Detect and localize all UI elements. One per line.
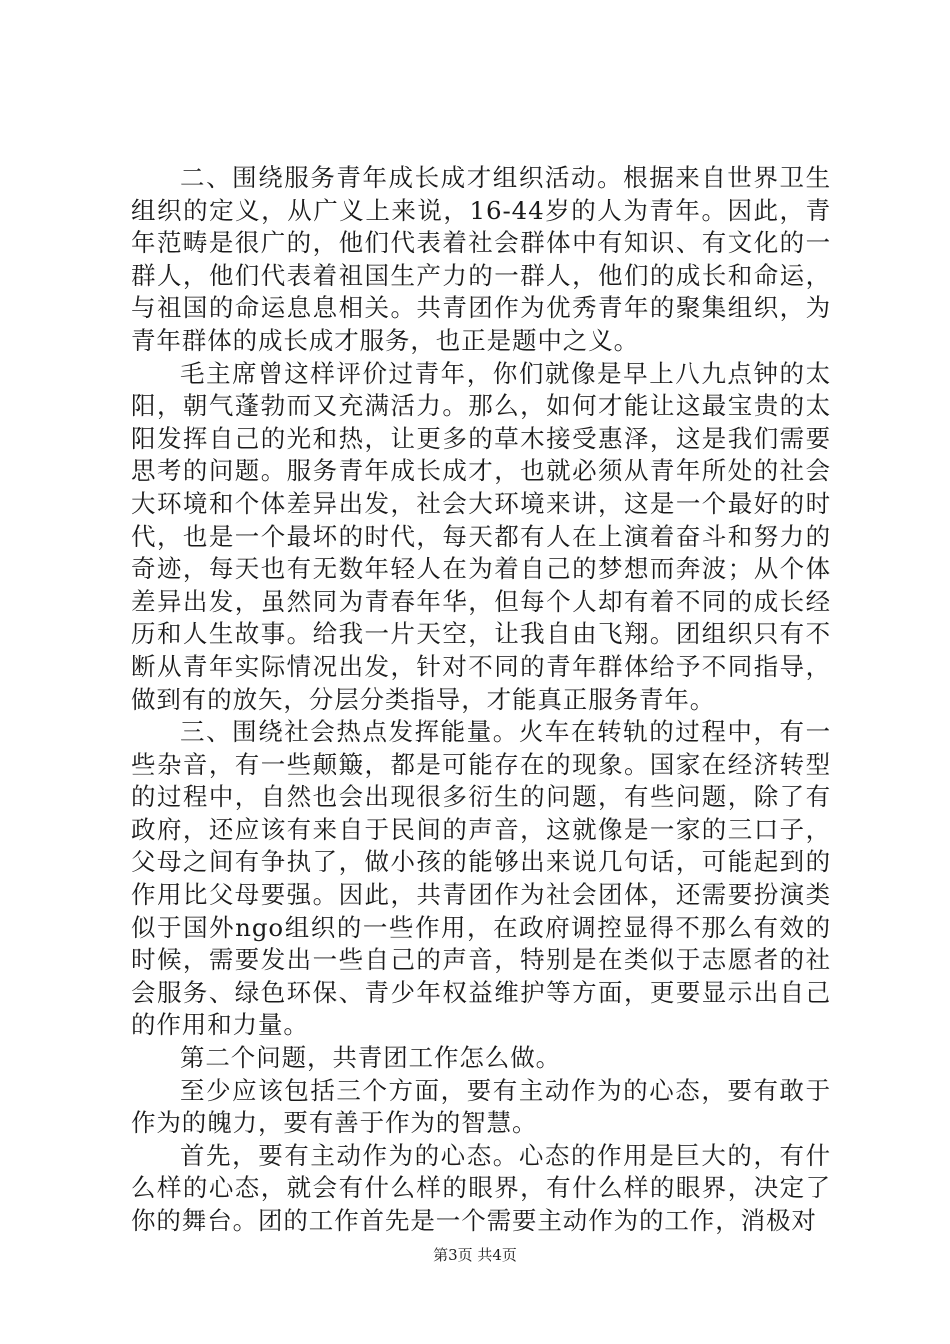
paragraph-second-question: 第二个问题，共青团工作怎么做。 [180,1043,561,1073]
page-footer: 第3页 共4页 [433,1246,517,1264]
paragraph-section-three: 三、围绕社会热点发挥能量。火车在转轨的过程中，有一些杂音，有一些颠簸，都是可能存在的现象。国家在经济转型的过程中，自然也会出现很多衍生的问题，有些问题，除了有政府，还应该有来自于民间的声音，这就像是一家的三口子，父母之间有争执了，做小孩的能够出来说几句话，可能起到的作用比父母要强。因此，共青团作为社会团体，还需要扮演类似于国外ngo组织的一些作用，在政府调控显得不那么有效的时候，需要发出一些自己的声音，特别是在类似于志愿者的社会服务、绿色环保、青少年权益维护等方面，更要显示出自己的作用和力量。 [131,717,831,1040]
document-body [131,162,831,1238]
paragraph-section-two: 二、围绕服务青年成长成才组织活动。根据来自世界卫生组织的定义，从广义上来说，16-44岁的人为青年。因此，青年范畴是很广的，他们代表着社会群体中有知识、有文化的一群人，他们代表着祖国生产力的一群人，他们的成长和命运，与祖国的命运息息相关。共青团作为优秀青年的聚集组织，为青年群体的成长成才服务，也正是题中之义。 [131,163,831,355]
paragraph-first-attitude: 首先，要有主动作为的心态。心态的作用是巨大的，有什么样的心态，就会有什么样的眼界，有什么样的眼界，决定了你的舞台。团的工作首先是一个需要主动作为的工作，消极对 [131,1140,831,1235]
paragraph-three-aspects: 至少应该包括三个方面，要有主动作为的心态，要有敢于作为的魄力，要有善于作为的智慧。 [131,1075,831,1138]
paragraph-chairman-mao: 毛主席曾这样评价过青年，你们就像是早上八九点钟的太阳，朝气蓬勃而又充满活力。那么，如何才能让这最宝贵的太阳发挥自己的光和热，让更多的草木接受惠泽，这是我们需要思考的问题。服务青年成长成才，也就必须从青年所处的社会大环境和个体差异出发，社会大环境来讲，这是一个最好的时代，也是一个最坏的时代，每天都有人在上演着奋斗和努力的奇迹，每天也有无数年轻人在为着自己的梦想而奔波；从个体差异出发，虽然同为青春年华，但每个人却有着不同的成长经历和人生故事。给我一片天空，让我自由飞翔。团组织只有不断从青年实际情况出发，针对不同的青年群体给予不同指导，做到有的放矢，分层分类指导，才能真正服务青年。 [131,358,831,714]
